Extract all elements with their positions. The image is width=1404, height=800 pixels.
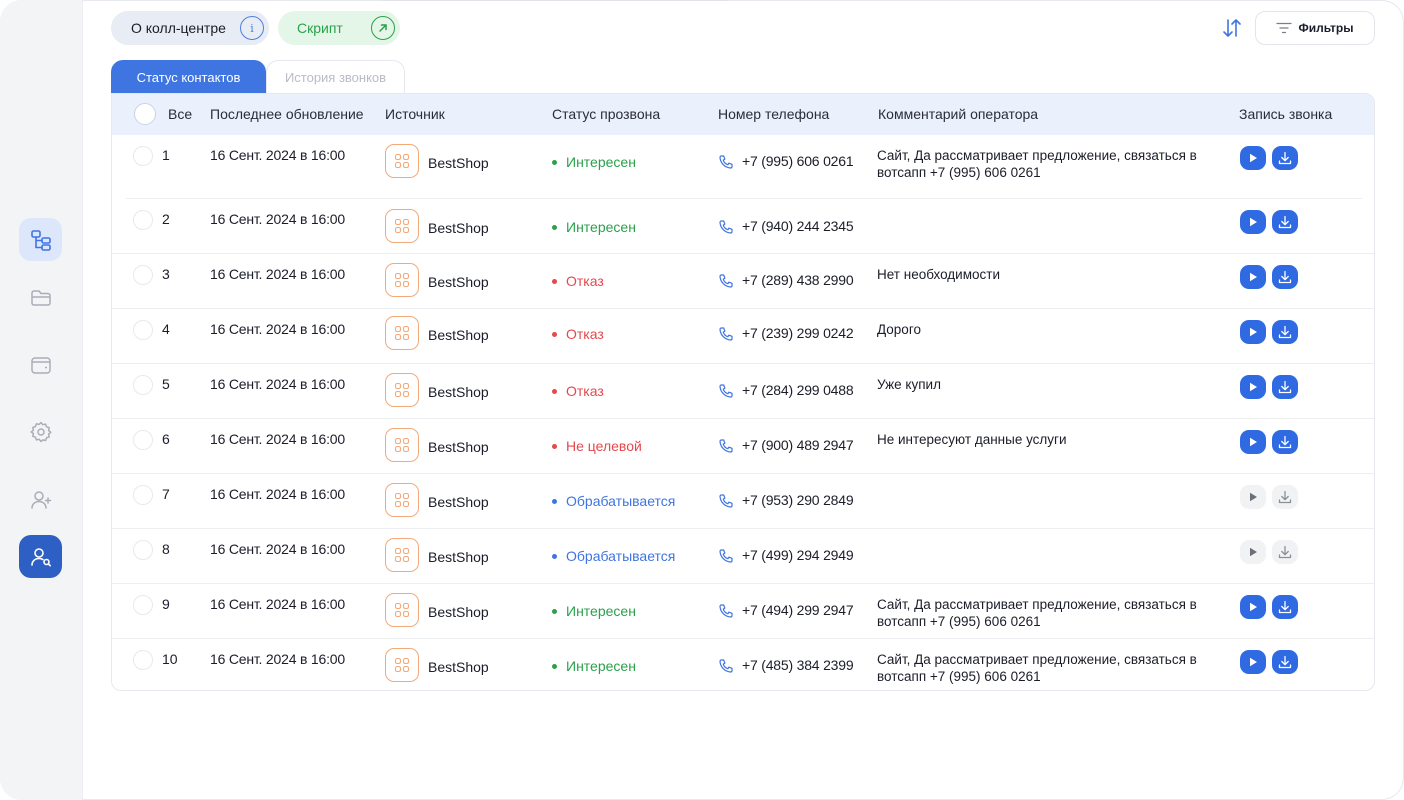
row-checkbox[interactable] [133, 540, 153, 560]
arrow-up-right-icon [371, 16, 395, 40]
call-status [552, 273, 604, 289]
phone-icon [718, 603, 734, 619]
source-name: BestShop [428, 659, 489, 675]
source-app-icon [385, 263, 419, 297]
download-icon [1277, 269, 1293, 285]
play-recording-button[interactable] [1240, 146, 1266, 170]
play-recording-button[interactable] [1240, 375, 1266, 399]
sidebar-item-settings[interactable] [19, 410, 62, 453]
phone-icon [718, 219, 734, 235]
header-source[interactable]: Источник [385, 106, 445, 122]
tab-call-history[interactable]: История звонков [266, 60, 405, 94]
row-number: 4 [162, 321, 170, 337]
source-name: BestShop [428, 274, 489, 290]
source-name: BestShop [428, 494, 489, 510]
status-dot [552, 332, 557, 337]
operator-comment: Не интересуют данные услуги [877, 432, 1067, 447]
phone-icon [718, 658, 734, 674]
play-icon [1247, 381, 1259, 393]
filters-button[interactable] [1255, 11, 1375, 45]
call-status [552, 548, 675, 564]
play-icon [1247, 546, 1259, 558]
play-recording-button[interactable] [1240, 210, 1266, 234]
row-number: 3 [162, 266, 170, 282]
row-date: 16 Сент. 2024 в 16:00 [210, 266, 345, 282]
play-recording-button[interactable] [1240, 540, 1266, 564]
source-app-icon [385, 538, 419, 572]
row-date: 16 Сент. 2024 в 16:00 [210, 211, 345, 227]
download-recording-button[interactable] [1272, 146, 1298, 170]
download-icon [1277, 324, 1293, 340]
play-recording-button[interactable] [1240, 485, 1266, 509]
select-all-checkbox[interactable] [134, 103, 156, 125]
status-dot [552, 499, 557, 504]
top-divider [382, 0, 727, 1]
row-number: 5 [162, 376, 170, 392]
phone-number[interactable]: +7 (289) 438 2990 [742, 272, 854, 288]
header-status[interactable]: Статус прозвона [552, 106, 661, 122]
script-label: Скрипт [297, 20, 343, 36]
source-name: BestShop [428, 155, 489, 171]
sidebar-item-wallet[interactable] [19, 343, 62, 386]
structure-icon [29, 228, 53, 252]
download-icon [1277, 489, 1293, 505]
sidebar [0, 0, 83, 800]
filter-icon [1276, 22, 1292, 34]
table-row[interactable] [112, 309, 1374, 364]
phone-icon [718, 273, 734, 289]
play-icon [1247, 601, 1259, 613]
row-date: 16 Сент. 2024 в 16:00 [210, 147, 345, 163]
script-button[interactable] [278, 11, 400, 45]
download-recording-button[interactable] [1272, 320, 1298, 344]
table-row[interactable] [112, 419, 1374, 474]
row-checkbox[interactable] [133, 375, 153, 395]
call-status-label: Обрабатывается [566, 548, 676, 564]
status-dot [552, 609, 557, 614]
row-checkbox[interactable] [133, 210, 153, 230]
play-icon [1247, 152, 1259, 164]
table-row[interactable] [112, 529, 1374, 584]
row-number: 7 [162, 486, 170, 502]
phone-icon [718, 154, 734, 170]
row-number: 6 [162, 431, 170, 447]
sidebar-item-structure[interactable] [19, 218, 62, 261]
folder-icon [29, 286, 53, 310]
source-app-icon [385, 144, 419, 178]
contacts-icon [29, 545, 53, 569]
play-icon [1247, 436, 1259, 448]
play-recording-button[interactable] [1240, 265, 1266, 289]
play-recording-button[interactable] [1240, 320, 1266, 344]
table-row[interactable] [112, 584, 1374, 639]
download-recording-button[interactable] [1272, 210, 1298, 234]
table-header [112, 94, 1374, 135]
play-icon [1247, 491, 1259, 503]
source-app-icon [385, 209, 419, 243]
status-dot [552, 664, 557, 669]
play-icon [1247, 326, 1259, 338]
row-checkbox[interactable] [133, 146, 153, 166]
call-status [552, 219, 636, 235]
status-dot [552, 554, 557, 559]
status-dot [552, 160, 557, 165]
row-number: 8 [162, 541, 170, 557]
sidebar-item-folders[interactable] [19, 276, 62, 319]
operator-comment: Сайт, Да рассматривает предложение, связаться в вотсапп +7 (995) 606 0261 [877, 597, 1197, 629]
call-status [552, 658, 636, 674]
row-date: 16 Сент. 2024 в 16:00 [210, 541, 345, 557]
table-row[interactable] [112, 199, 1374, 254]
header-record[interactable]: Запись звонка [1239, 106, 1333, 122]
operator-comment: Сайт, Да рассматривает предложение, связаться в вотсапп +7 (995) 606 0261 [877, 148, 1197, 180]
download-recording-button[interactable] [1272, 595, 1298, 619]
source-app-icon [385, 483, 419, 517]
play-icon [1247, 271, 1259, 283]
header-all: Все [168, 106, 193, 122]
phone-icon [718, 548, 734, 564]
row-checkbox[interactable] [133, 485, 153, 505]
row-date: 16 Сент. 2024 в 16:00 [210, 431, 345, 447]
sidebar-item-contacts[interactable] [19, 535, 62, 578]
operator-comment: Дорого [877, 322, 921, 337]
row-checkbox[interactable] [133, 430, 153, 450]
phone-icon [718, 493, 734, 509]
row-checkbox[interactable] [133, 320, 153, 340]
phone-number[interactable]: +7 (494) 299 2947 [742, 602, 854, 618]
table-row[interactable] [112, 364, 1374, 419]
wallet-icon [29, 353, 53, 377]
row-number: 10 [162, 651, 178, 667]
phone-icon [718, 383, 734, 399]
call-status [552, 603, 636, 619]
row-date: 16 Сент. 2024 в 16:00 [210, 486, 345, 502]
info-icon: i [240, 16, 264, 40]
table-row[interactable] [112, 474, 1374, 529]
source-name: BestShop [428, 327, 489, 343]
call-status-label: Отказ [566, 326, 604, 342]
download-recording-button[interactable] [1272, 430, 1298, 454]
sort-button[interactable] [1220, 16, 1244, 40]
source-name: BestShop [428, 549, 489, 565]
source-name: BestShop [428, 220, 489, 236]
filters-label: Фильтры [1298, 21, 1354, 35]
download-recording-button[interactable] [1272, 485, 1298, 509]
phone-icon [718, 438, 734, 454]
play-recording-button[interactable] [1240, 650, 1266, 674]
source-app-icon [385, 428, 419, 462]
status-dot [552, 444, 557, 449]
table-row[interactable] [112, 135, 1374, 199]
row-date: 16 Сент. 2024 в 16:00 [210, 321, 345, 337]
phone-number[interactable]: +7 (284) 299 0488 [742, 382, 854, 398]
phone-number[interactable]: +7 (995) 606 0261 [742, 153, 854, 169]
phone-number[interactable]: +7 (900) 489 2947 [742, 437, 854, 453]
download-icon [1277, 214, 1293, 230]
settings-icon [29, 420, 53, 444]
download-icon [1277, 434, 1293, 450]
source-name: BestShop [428, 439, 489, 455]
row-number: 1 [162, 147, 170, 163]
download-icon [1277, 599, 1293, 615]
header-updated[interactable]: Последнее обновление [210, 106, 364, 122]
phone-icon [718, 326, 734, 342]
tab-contact-status[interactable]: Статус контактов [111, 60, 266, 94]
play-icon [1247, 656, 1259, 668]
table-row[interactable] [112, 639, 1374, 691]
add-user-icon [29, 488, 53, 512]
source-name: BestShop [428, 604, 489, 620]
call-status-label: Отказ [566, 273, 604, 289]
download-icon [1277, 544, 1293, 560]
download-recording-button[interactable] [1272, 540, 1298, 564]
download-recording-button[interactable] [1272, 375, 1298, 399]
status-dot [552, 225, 557, 230]
row-checkbox[interactable] [133, 595, 153, 615]
sidebar-item-add-user[interactable] [19, 478, 62, 521]
call-status-label: Не целевой [566, 438, 642, 454]
source-app-icon [385, 648, 419, 682]
status-dot [552, 279, 557, 284]
source-app-icon [385, 593, 419, 627]
phone-number[interactable]: +7 (485) 384 2399 [742, 657, 854, 673]
play-recording-button[interactable] [1240, 430, 1266, 454]
download-recording-button[interactable] [1272, 650, 1298, 674]
main-area [82, 0, 1404, 800]
row-date: 16 Сент. 2024 в 16:00 [210, 596, 345, 612]
call-center-button[interactable] [111, 11, 269, 45]
row-number: 9 [162, 596, 170, 612]
download-icon [1277, 654, 1293, 670]
operator-comment: Нет необходимости [877, 267, 1000, 282]
phone-number[interactable]: +7 (953) 290 2849 [742, 492, 854, 508]
sort-icon [1220, 16, 1244, 40]
call-status-label: Интересен [566, 603, 636, 619]
header-phone[interactable]: Номер телефона [718, 106, 830, 122]
phone-number[interactable]: +7 (239) 299 0242 [742, 325, 854, 341]
phone-number[interactable]: +7 (499) 294 2949 [742, 547, 854, 563]
call-status [552, 383, 604, 399]
call-status [552, 438, 642, 454]
operator-comment: Сайт, Да рассматривает предложение, связаться в вотсапп +7 (995) 606 0261 [877, 652, 1197, 684]
operator-comment: Уже купил [877, 377, 941, 392]
call-status-label: Отказ [566, 383, 604, 399]
download-icon [1277, 379, 1293, 395]
call-status-label: Интересен [566, 219, 636, 235]
phone-number[interactable]: +7 (940) 244 2345 [742, 218, 854, 234]
row-number: 2 [162, 211, 170, 227]
status-dot [552, 389, 557, 394]
call-status-label: Обрабатывается [566, 493, 676, 509]
play-recording-button[interactable] [1240, 595, 1266, 619]
row-checkbox[interactable] [133, 650, 153, 670]
source-app-icon [385, 316, 419, 350]
call-status-label: Интересен [566, 154, 636, 170]
source-app-icon [385, 373, 419, 407]
row-checkbox[interactable] [133, 265, 153, 285]
header-comment[interactable]: Комментарий оператора [878, 106, 1039, 122]
download-icon [1277, 150, 1293, 166]
row-date: 16 Сент. 2024 в 16:00 [210, 651, 345, 667]
contacts-table [111, 93, 1375, 691]
source-name: BestShop [428, 384, 489, 400]
download-recording-button[interactable] [1272, 265, 1298, 289]
table-row[interactable] [112, 254, 1374, 309]
play-icon [1247, 216, 1259, 228]
call-status [552, 154, 636, 170]
call-center-label: О колл-центре [131, 20, 226, 36]
call-status [552, 493, 675, 509]
row-date: 16 Сент. 2024 в 16:00 [210, 376, 345, 392]
call-status [552, 326, 604, 342]
call-status-label: Интересен [566, 658, 636, 674]
